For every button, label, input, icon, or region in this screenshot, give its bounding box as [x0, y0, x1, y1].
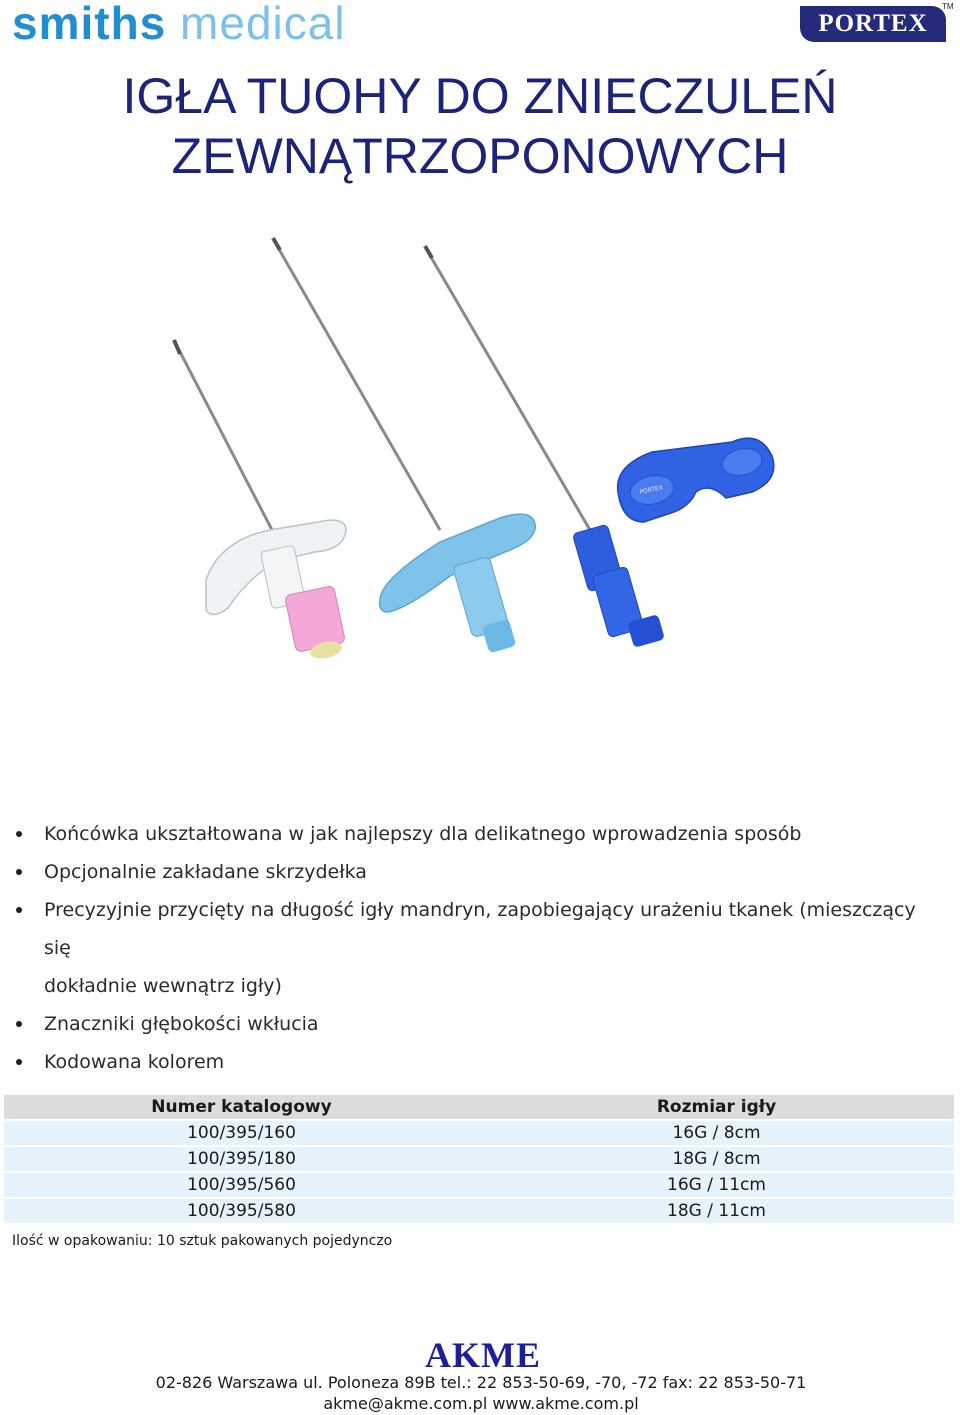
- needle-size-cell: 16G / 8cm: [672, 1123, 761, 1143]
- column-header-catalog-number: Numer katalogowy: [151, 1097, 332, 1117]
- brand-word-medical: medical: [180, 0, 346, 49]
- feature-item: [14, 815, 944, 853]
- table-row: [4, 1198, 954, 1223]
- page-title: [0, 66, 960, 186]
- feature-item: [14, 1005, 944, 1043]
- portex-logo: PORTEX: [800, 6, 946, 42]
- table-row: [4, 1146, 954, 1172]
- feature-text: Opcjonalnie zakładane skrzydełka: [44, 861, 367, 883]
- brand-word-smiths: smiths: [12, 0, 167, 49]
- bullet-icon: [16, 907, 22, 913]
- feature-item: [14, 891, 944, 967]
- title-line-2: ZEWNĄTRZOPONOWYCH: [171, 128, 789, 184]
- bullet-icon: [16, 1021, 22, 1027]
- packaging-note: Ilość w opakowaniu: 10 sztuk pakowanych pojedynczo: [12, 1233, 393, 1249]
- catalog-number-cell: 100/395/160: [187, 1123, 296, 1143]
- feature-list: [14, 815, 944, 1081]
- bullet-icon: [16, 869, 22, 875]
- akme-logo: AKME: [425, 1335, 541, 1375]
- wing-clip: [618, 438, 774, 522]
- needle-pink: [174, 340, 346, 661]
- needle-size-cell: 18G / 8cm: [672, 1149, 761, 1169]
- feature-text: Kodowana kolorem: [44, 1051, 225, 1073]
- catalog-number-cell: 100/395/560: [187, 1175, 296, 1195]
- needle-size-cell: 16G / 11cm: [667, 1175, 766, 1195]
- table-row: [4, 1172, 954, 1198]
- column-header-needle-size: Rozmiar igły: [656, 1097, 777, 1117]
- table-header-row: [4, 1095, 954, 1120]
- smiths-medical-logo: [12, 0, 346, 49]
- catalog-number-cell: 100/395/580: [187, 1201, 296, 1221]
- bullet-icon: [16, 831, 22, 837]
- tuohy-needles-photo: [140, 230, 820, 690]
- wing-clip-imprint: PORTEX: [638, 484, 664, 496]
- table-row: [4, 1120, 954, 1146]
- feature-text: Końcówka ukształtowana w jak najlepszy dla delikatnego wprowadzenia sposób: [44, 823, 802, 845]
- title-line-1: IGŁA TUOHY DO ZNIECZULEŃ: [122, 68, 838, 124]
- feature-text: Precyzyjnie przycięty na długość igły mandryn, zapobiegający urażeniu tkanek (mieszczący się: [44, 899, 916, 959]
- feature-item-continuation: [14, 967, 944, 1005]
- feature-item: [14, 1043, 944, 1081]
- footer-email-website: akme@akme.com.pl www.akme.com.pl: [323, 1394, 639, 1413]
- feature-item: [14, 853, 944, 891]
- bullet-icon: [16, 1059, 22, 1065]
- catalog-number-cell: 100/395/180: [187, 1149, 296, 1169]
- footer-contact: [0, 1372, 960, 1414]
- trademark-mark: TM: [942, 2, 954, 11]
- catalog-table: [4, 1095, 954, 1223]
- needle-size-cell: 18G / 11cm: [667, 1201, 766, 1221]
- feature-text: Znaczniki głębokości wkłucia: [44, 1013, 319, 1035]
- footer-address: 02-826 Warszawa ul. Poloneza 89B tel.: 22 853-50-69, -70, -72 fax: 22 853-50-71: [155, 1373, 807, 1392]
- feature-text: dokładnie wewnątrz igły): [44, 975, 282, 997]
